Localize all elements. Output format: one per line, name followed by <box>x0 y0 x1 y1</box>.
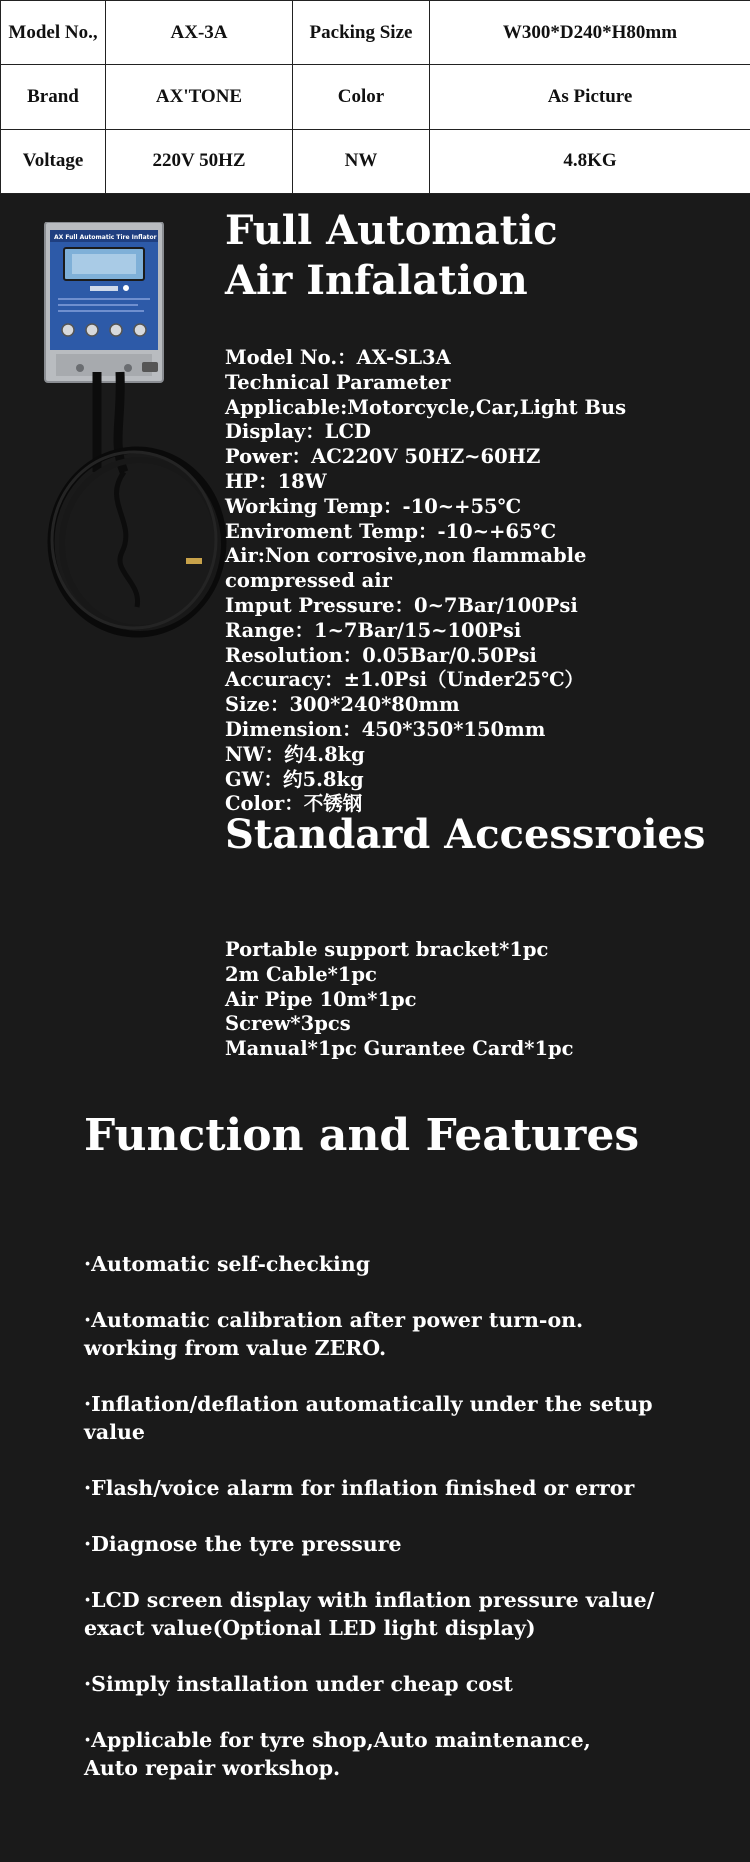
accessories-title: Standard Accessroies <box>225 811 706 858</box>
feature-item <box>84 1250 724 1278</box>
parameter-item: Accuracy：±1.0Psi（Under25℃） <box>225 668 584 692</box>
parameter-item: Enviroment Temp：-10~+65℃ <box>225 519 556 543</box>
parameter-item: Technical Parameter <box>225 370 451 394</box>
accessory-item: 2m Cable*1pc <box>225 962 377 986</box>
device-brand-text: AX Full Automatic Tire Inflator <box>54 234 157 241</box>
parameter-item: Resolution：0.05Bar/0.50Psi <box>225 643 537 667</box>
spec-row <box>1 65 750 129</box>
spec-cell: Color <box>293 65 430 129</box>
parameter-item: Color：不锈钢 <box>225 792 363 816</box>
feature-item <box>84 1390 724 1446</box>
parameter-item: Air:Non corrosive,non flammable <box>225 544 587 568</box>
accessory-item: Portable support bracket*1pc <box>225 938 549 961</box>
spec-cell: AX-3A <box>106 1 293 65</box>
spec-table <box>0 0 750 194</box>
parameter-item: Range：1~7Bar/15~100Psi <box>225 618 522 642</box>
feature-line: working from value ZERO. <box>84 1336 387 1360</box>
spec-cell: Packing Size <box>293 1 430 65</box>
features-title: Function and Features <box>84 1110 640 1161</box>
product-detail-section <box>0 194 750 1862</box>
parameter-item: Dimension：450*350*150mm <box>225 717 546 741</box>
parameter-item: Size：300*240*80mm <box>225 693 460 717</box>
tire-inflator-image <box>42 222 232 642</box>
parameter-item: compressed air <box>225 569 392 593</box>
feature-line: ·Flash/voice alarm for inflation finished or error <box>84 1476 635 1500</box>
feature-item <box>84 1306 724 1362</box>
product-title-line: Full Automatic <box>225 207 558 254</box>
feature-item <box>84 1586 724 1642</box>
spec-cell: Brand <box>1 65 106 129</box>
accessory-item: Air Pipe 10m*1pc <box>225 987 417 1011</box>
feature-item <box>84 1530 724 1558</box>
feature-item <box>84 1670 724 1698</box>
spec-cell: 4.8KG <box>430 129 750 193</box>
spec-cell: Voltage <box>1 129 106 193</box>
spec-cell: W300*D240*H80mm <box>430 1 750 65</box>
feature-item <box>84 1726 724 1782</box>
feature-line: ·Applicable for tyre shop,Auto maintenance, <box>84 1728 591 1752</box>
feature-line: ·LCD screen display with inflation pressure value/ <box>84 1588 655 1612</box>
spec-cell: Model No., <box>1 1 106 65</box>
parameter-item: GW：约5.8kg <box>225 767 364 791</box>
product-title-line: Air Infalation <box>225 257 528 304</box>
spec-cell: 220V 50HZ <box>106 129 293 193</box>
parameter-item: Model No.：AX-SL3A <box>225 346 451 369</box>
feature-line: ·Inflation/deflation automatically under the setup <box>84 1392 653 1416</box>
spec-cell: AX'TONE <box>106 65 293 129</box>
technical-parameters <box>225 346 626 817</box>
spec-cell: NW <box>293 129 430 193</box>
spec-row <box>1 129 750 193</box>
parameter-item: Applicable:Motorcycle,Car,Light Bus <box>225 395 627 419</box>
feature-line: exact value(Optional LED light display) <box>84 1616 536 1640</box>
parameter-item: Working Temp：-10~+55℃ <box>225 494 521 518</box>
parameter-item: Imput Pressure：0~7Bar/100Psi <box>225 593 578 617</box>
feature-line: Auto repair workshop. <box>84 1756 341 1780</box>
spec-row <box>1 1 750 65</box>
parameter-item: Power：AC220V 50HZ~60HZ <box>225 445 541 469</box>
feature-item <box>84 1474 724 1502</box>
product-title <box>225 206 558 306</box>
feature-line: ·Diagnose the tyre pressure <box>84 1532 402 1556</box>
feature-line: ·Simply installation under cheap cost <box>84 1672 513 1696</box>
accessory-item: Manual*1pc Gurantee Card*1pc <box>225 1037 574 1061</box>
parameter-item: NW：约4.8kg <box>225 742 365 766</box>
feature-line: ·Automatic self-checking <box>84 1252 371 1276</box>
feature-line: value <box>84 1420 145 1444</box>
spec-cell: As Picture <box>430 65 750 129</box>
feature-line: ·Automatic calibration after power turn-on. <box>84 1308 584 1332</box>
features-list <box>84 1250 724 1810</box>
accessories-list <box>225 938 574 1062</box>
accessory-item: Screw*3pcs <box>225 1012 351 1036</box>
parameter-item: HP：18W <box>225 469 327 493</box>
parameter-item: Display：LCD <box>225 420 371 444</box>
